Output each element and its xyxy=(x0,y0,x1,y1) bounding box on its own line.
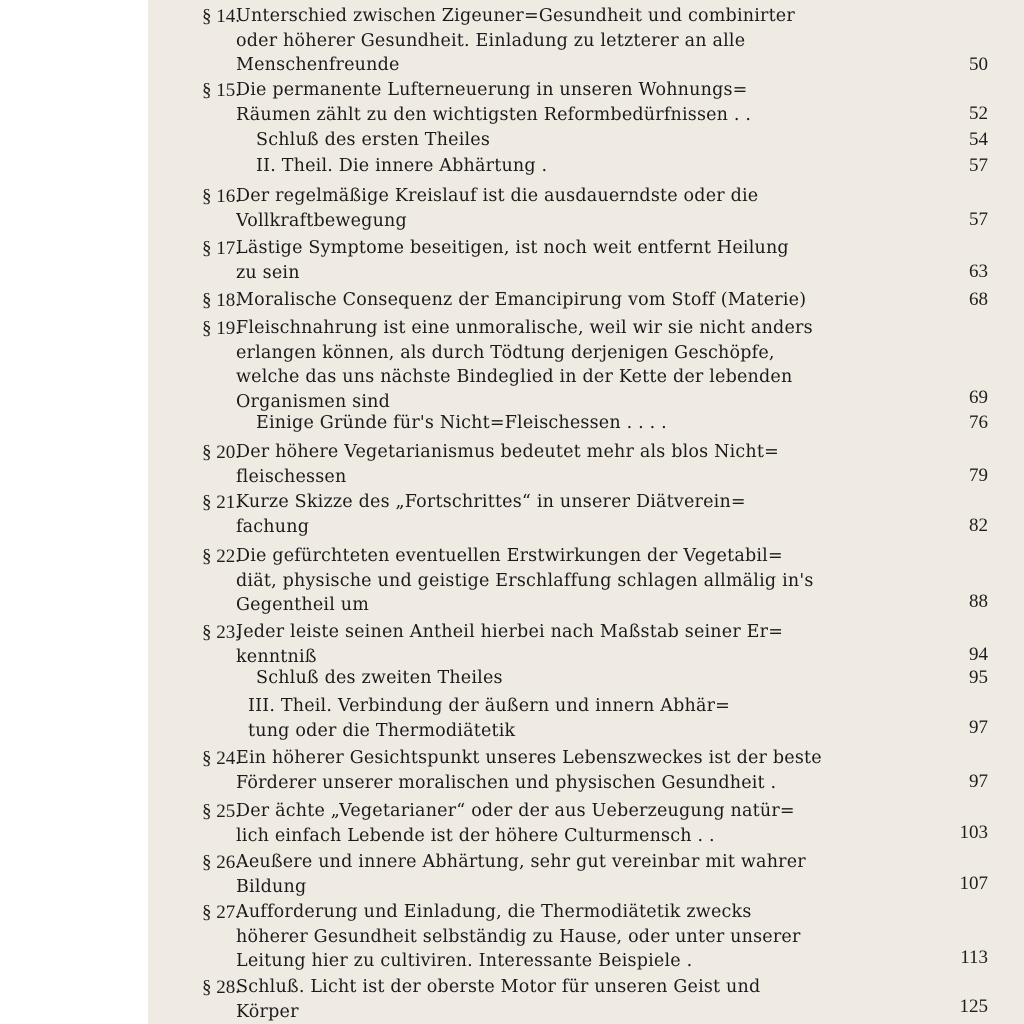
entry-title xyxy=(256,154,906,179)
entry-line: erlangen können, als durch Tödtung derjenigen Geschöpfe, xyxy=(236,342,775,363)
section-number: § 19. xyxy=(202,318,240,339)
entry-line: Die gefürchteten eventuellen Erstwirkungen der Vegetabil= xyxy=(236,546,783,566)
entry-title xyxy=(256,411,906,436)
entry-line: Der regelmäßige Kreislauf ist die ausdauerndste oder die xyxy=(236,186,759,206)
page-number: 103 xyxy=(959,822,988,843)
entry-line: Schluß des ersten Theiles xyxy=(256,130,491,150)
entry-title xyxy=(236,746,886,795)
page-number: 57 xyxy=(969,209,988,230)
entry-title xyxy=(236,4,886,78)
entry-line: Fleischnahrung ist eine unmoralische, weil wir sie nicht anders xyxy=(236,318,813,338)
entry-line: Jeder leiste seinen Antheil hierbei nach Maßstab seiner Er= xyxy=(236,622,784,642)
section-number: § 21. xyxy=(202,492,240,513)
entry-line: Körper xyxy=(236,1001,299,1022)
entry-line: Förderer unserer moralischen und physischen Gesundheit . xyxy=(236,772,777,793)
entry-line: welche das uns nächste Bindeglied in der Kette der lebenden xyxy=(236,367,793,388)
entry-title xyxy=(236,288,886,313)
entry-line: oder höherer Gesundheit. Einladung zu letzterer an alle xyxy=(236,30,746,51)
section-number: § 22. xyxy=(202,546,240,567)
entry-title xyxy=(248,694,898,743)
entry-title xyxy=(236,236,886,285)
page-number: 125 xyxy=(959,996,988,1017)
entry-line: Räumen zählt zu den wichtigsten Reformbedürfnissen . . xyxy=(236,104,752,125)
entry-line: II. Theil. Die innere Abhärtung . xyxy=(256,156,548,176)
section-number: § 28. xyxy=(202,977,240,998)
entry-line: fleischessen xyxy=(236,466,347,487)
entry-title xyxy=(236,799,886,848)
page-number: 57 xyxy=(969,155,988,176)
entry-line: Schluß. Licht ist der oberste Motor für unseren Geist und xyxy=(236,977,761,997)
entry-line: lich einfach Lebende ist der höhere Culturmensch . . xyxy=(236,825,715,846)
section-number: § 26. xyxy=(202,852,240,873)
page-number: 97 xyxy=(969,771,988,792)
page-number: 95 xyxy=(969,667,988,688)
page-number: 50 xyxy=(969,54,988,75)
page-number: 82 xyxy=(969,515,988,536)
entry-line: Einige Gründe für's Nicht=Fleischessen . . . . xyxy=(256,413,667,433)
section-number: § 27. xyxy=(202,902,240,923)
section-number: § 17. xyxy=(202,238,240,259)
entry-line: Die permanente Lufterneuerung in unseren Wohnungs= xyxy=(236,80,748,100)
entry-line: Aufforderung und Einladung, die Thermodiätetik zwecks xyxy=(236,902,752,922)
page-number: 113 xyxy=(960,947,988,968)
page-number: 94 xyxy=(969,644,988,665)
section-number: § 15. xyxy=(202,80,240,101)
entry-title xyxy=(236,900,886,974)
section-number: § 23. xyxy=(202,622,240,643)
entry-title xyxy=(236,620,886,669)
entry-line: Moralische Consequenz der Emancipirung vom Stoff (Materie) xyxy=(236,290,807,310)
section-number: § 14. xyxy=(202,6,240,27)
entry-title xyxy=(236,440,886,489)
section-number: § 24. xyxy=(202,748,240,769)
entry-title xyxy=(236,544,886,618)
entry-title xyxy=(236,490,886,539)
page-number: 76 xyxy=(969,412,988,433)
entry-line: zu sein xyxy=(236,262,300,283)
entry-line: Unterschied zwischen Zigeuner=Gesundheit und combinirter xyxy=(236,6,795,26)
page-number: 52 xyxy=(969,103,988,124)
entry-line: höherer Gesundheit selbständig zu Hause, oder unter unserer xyxy=(236,926,801,947)
entry-line: Bildung xyxy=(236,876,307,897)
entry-title xyxy=(236,316,886,414)
entry-line: Organismen sind xyxy=(236,391,391,412)
book-page xyxy=(148,0,1024,1024)
page-number: 68 xyxy=(969,289,988,310)
entry-line: Kurze Skizze des „Fortschrittes“ in unserer Diätverein= xyxy=(236,492,746,512)
page-number: 54 xyxy=(969,129,988,150)
section-number: § 20. xyxy=(202,442,240,463)
section-number: § 25. xyxy=(202,801,240,822)
entry-line: Lästige Symptome beseitigen, ist noch weit entfernt Heilung xyxy=(236,238,789,258)
entry-line: Der ächte „Vegetarianer“ oder der aus Ueberzeugung natür= xyxy=(236,801,795,821)
entry-title xyxy=(236,78,886,127)
entry-line: Schluß des zweiten Theiles xyxy=(256,668,503,688)
entry-title xyxy=(236,975,886,1024)
entry-title xyxy=(236,184,886,233)
entry-line: Der höhere Vegetarianismus bedeutet mehr als blos Nicht= xyxy=(236,442,779,462)
entry-line: Ein höherer Gesichtspunkt unseres Lebenszweckes ist der beste xyxy=(236,748,822,768)
entry-line: Leitung hier zu cultiviren. Interessante Beispiele . xyxy=(236,951,693,972)
entry-line: kenntniß xyxy=(236,646,317,667)
entry-line: Aeußere und innere Abhärtung, sehr gut vereinbar mit wahrer xyxy=(236,852,806,872)
page-number: 88 xyxy=(969,591,988,612)
page-number: 69 xyxy=(969,387,988,408)
entry-title xyxy=(256,128,906,153)
page-number: 107 xyxy=(959,873,988,894)
page-number: 63 xyxy=(969,261,988,282)
entry-line: fachung xyxy=(236,516,310,537)
entry-title xyxy=(236,850,886,899)
page-number: 97 xyxy=(969,717,988,738)
entry-line: Gegentheil um xyxy=(236,595,370,616)
entry-line: III. Theil. Verbindung der äußern und innern Abhär= xyxy=(248,696,731,716)
entry-line: diät, physische und geistige Erschlaffung schlagen allmälig in's xyxy=(236,570,814,591)
section-number: § 16. xyxy=(202,186,240,207)
entry-title xyxy=(256,666,906,691)
page-number: 79 xyxy=(969,465,988,486)
entry-line: Menschenfreunde xyxy=(236,55,400,76)
entry-line: tung oder die Thermodiätetik xyxy=(248,720,516,741)
section-number: § 18. xyxy=(202,290,240,311)
entry-line: Vollkraftbewegung xyxy=(236,210,407,231)
